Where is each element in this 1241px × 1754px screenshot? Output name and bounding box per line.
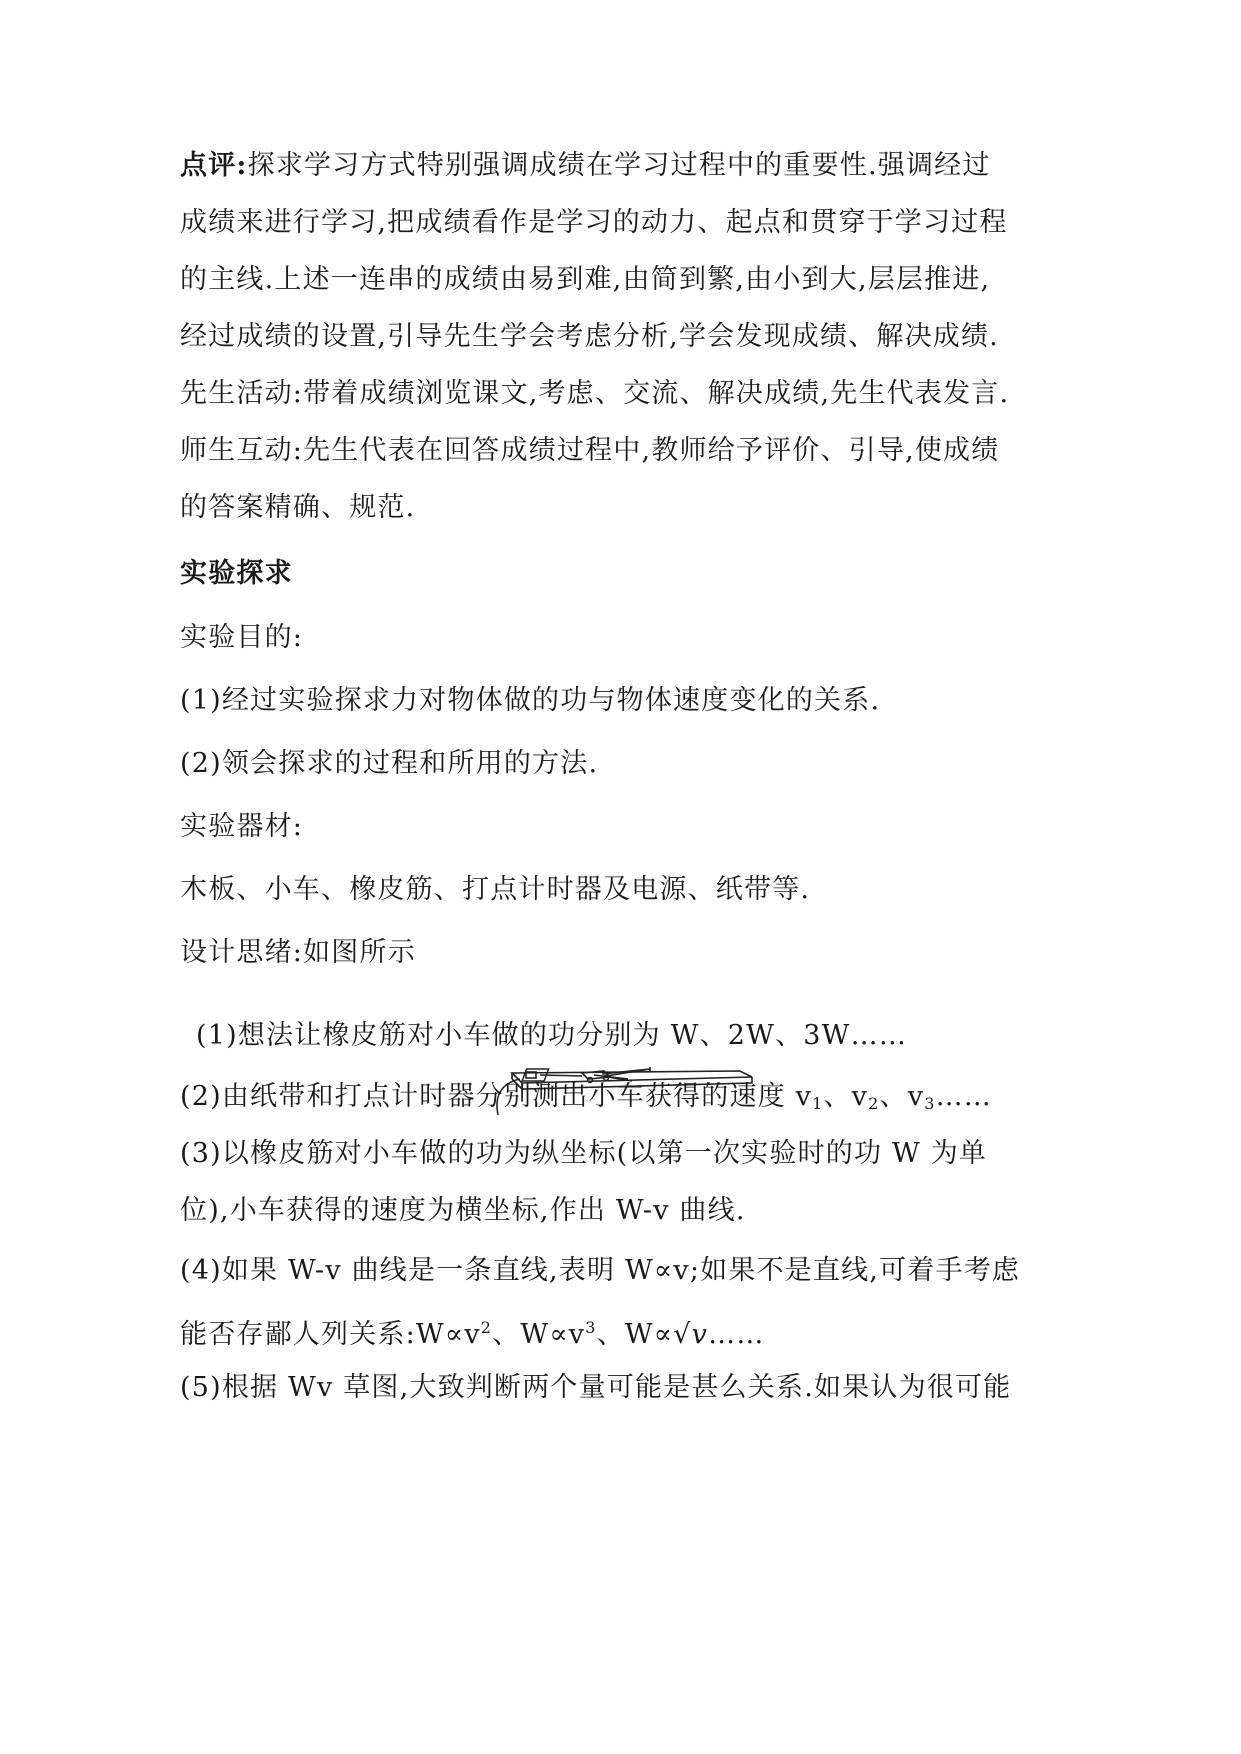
interaction-line-1: 师生互动:先生代表在回答成绩过程中,教师给予评价、引导,使成绩	[180, 435, 1000, 466]
comment-line-4: 经过成绩的设置,引导先生学会考虑分析,学会发现成绩、解决成绩.	[180, 321, 999, 352]
step-4-sep-1: 、W∝v	[492, 1319, 586, 1350]
comment-line-1	[180, 148, 1080, 184]
objective-item-2: (2)领会探求的过程和所用的方法.	[180, 748, 599, 779]
step-3-line-1: (3)以橡皮筋对小车做的功为纵坐标(以第一次实验时的功 W 为单	[180, 1138, 988, 1169]
step-2	[180, 1079, 1080, 1115]
objective-item-1: (1)经过实验探求力对物体做的功与物体速度变化的关系.	[180, 685, 881, 716]
v2-subscript: 2	[868, 1094, 880, 1113]
step-2-text: (2)由纸带和打点计时器分别测出小车获得的速度 v	[180, 1081, 813, 1112]
step-1: (1)想法让橡皮筋对小车做的功分别为 W、2W、3W……	[196, 1020, 908, 1051]
step-5-line-1: (5)根据 Wv 草图,大致判断两个量可能是甚么关系.如果认为很可能	[180, 1372, 1012, 1403]
square-superscript: 2	[480, 1318, 493, 1337]
sqrt-v: √v	[673, 1319, 709, 1350]
step-3-line-2: 位),小车获得的速度为横坐标,作出 W-v 曲线.	[180, 1195, 746, 1226]
comment-label: 点评:	[180, 150, 248, 181]
cube-superscript: 3	[585, 1318, 597, 1337]
comment-text: 探求学习方式特别强调成绩在学习过程中的重要性.强调经过	[247, 150, 991, 181]
v3-subscript: 3	[924, 1094, 936, 1113]
v1-subscript: 1	[812, 1094, 824, 1113]
step-2-ellipsis: ……	[935, 1081, 992, 1112]
comment-line-2: 成绩来进行学习,把成绩看作是学习的动力、起点和贯穿于学习过程	[180, 207, 1008, 238]
equipment-list: 木板、小车、橡皮筋、打点计时器及电源、纸带等.	[180, 874, 811, 905]
step-4-sep-2: 、W∝	[596, 1319, 674, 1350]
comment-line-3: 的主线.上述一连串的成绩由易到难,由简到繁,由小到大,层层推进,	[180, 264, 991, 295]
step-4-ellipsis: ……	[708, 1319, 765, 1350]
equipment-label: 实验器材:	[180, 811, 304, 842]
objective-label: 实验目的:	[180, 622, 304, 653]
step-2-sep-2: 、v	[879, 1081, 925, 1112]
interaction-line-2: 的答案精确、规范.	[180, 492, 416, 523]
section-heading: 实验探求	[180, 558, 293, 589]
design-label: 设计思绪:如图所示	[180, 937, 416, 968]
student-activity-line: 先生活动:带着成绩浏览课文,考虑、交流、解决成绩,先生代表发言.	[180, 378, 1010, 409]
step-4-line-1: (4)如果 W-v 曲线是一条直线,表明 W∝v;如果不是直线,可着手考虑	[180, 1255, 1021, 1286]
step-2-sep-1: 、v	[823, 1081, 869, 1112]
step-4-line-2	[180, 1310, 1080, 1350]
step-4-relations: 能否存鄙人列关系:W∝v	[180, 1319, 481, 1350]
